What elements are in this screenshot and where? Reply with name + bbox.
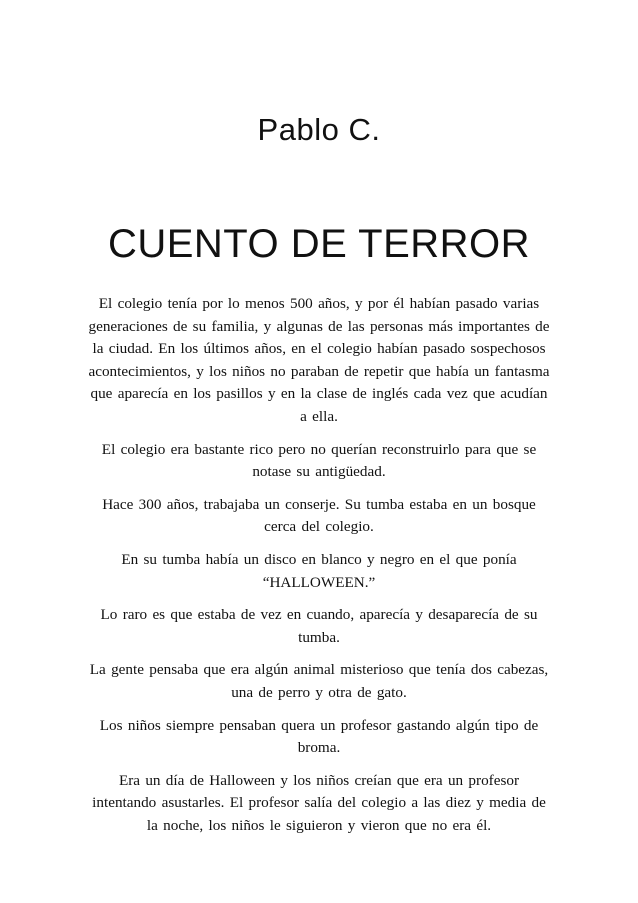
story-body [86, 293, 552, 847]
author-name: Pablo C. [257, 112, 381, 147]
paragraph-4: En su tumba había un disco en blanco y negro en el que ponía “HALLOWEEN.” [121, 550, 517, 591]
paragraph-8: Era un día de Halloween y los niños creían que era un profesor intentando asustarles. El profesor salía del colegio a las diez y media de la noche, los niños le siguieron y vieron que no era él. [92, 771, 546, 834]
paragraph-2: El colegio era bastante rico pero no querían reconstruirlo para que se notase su antigüedad. [101, 440, 537, 481]
paragraph-7: Los niños siempre pensaban quera un profesor gastando algún tipo de broma. [99, 716, 539, 757]
paragraph-3: Hace 300 años, trabajaba un conserje. Su tumba estaba en un bosque cerca del colegio. [102, 495, 536, 536]
paragraph-5: Lo raro es que estaba de vez en cuando, aparecía y desaparecía de su tumba. [100, 606, 538, 646]
story-title: CUENTO DE TERROR [107, 222, 531, 266]
paragraph-1: El colegio tenía por lo menos 500 años, y por él habían pasado varias generaciones de su familia, y algunas de las personas más importantes de la ciudad. En los últimos años, en el colegio habían pasado sospechosos acontecimientos, y los niños no paraban de repetir que había un fantasma que aparecía en los pasillos y en la clase de inglés cada vez que acudían a ella. [88, 295, 550, 425]
paragraph-6: La gente pensaba que era algún animal misterioso que tenía dos cabezas, una de perro y otra de gato. [89, 661, 549, 701]
